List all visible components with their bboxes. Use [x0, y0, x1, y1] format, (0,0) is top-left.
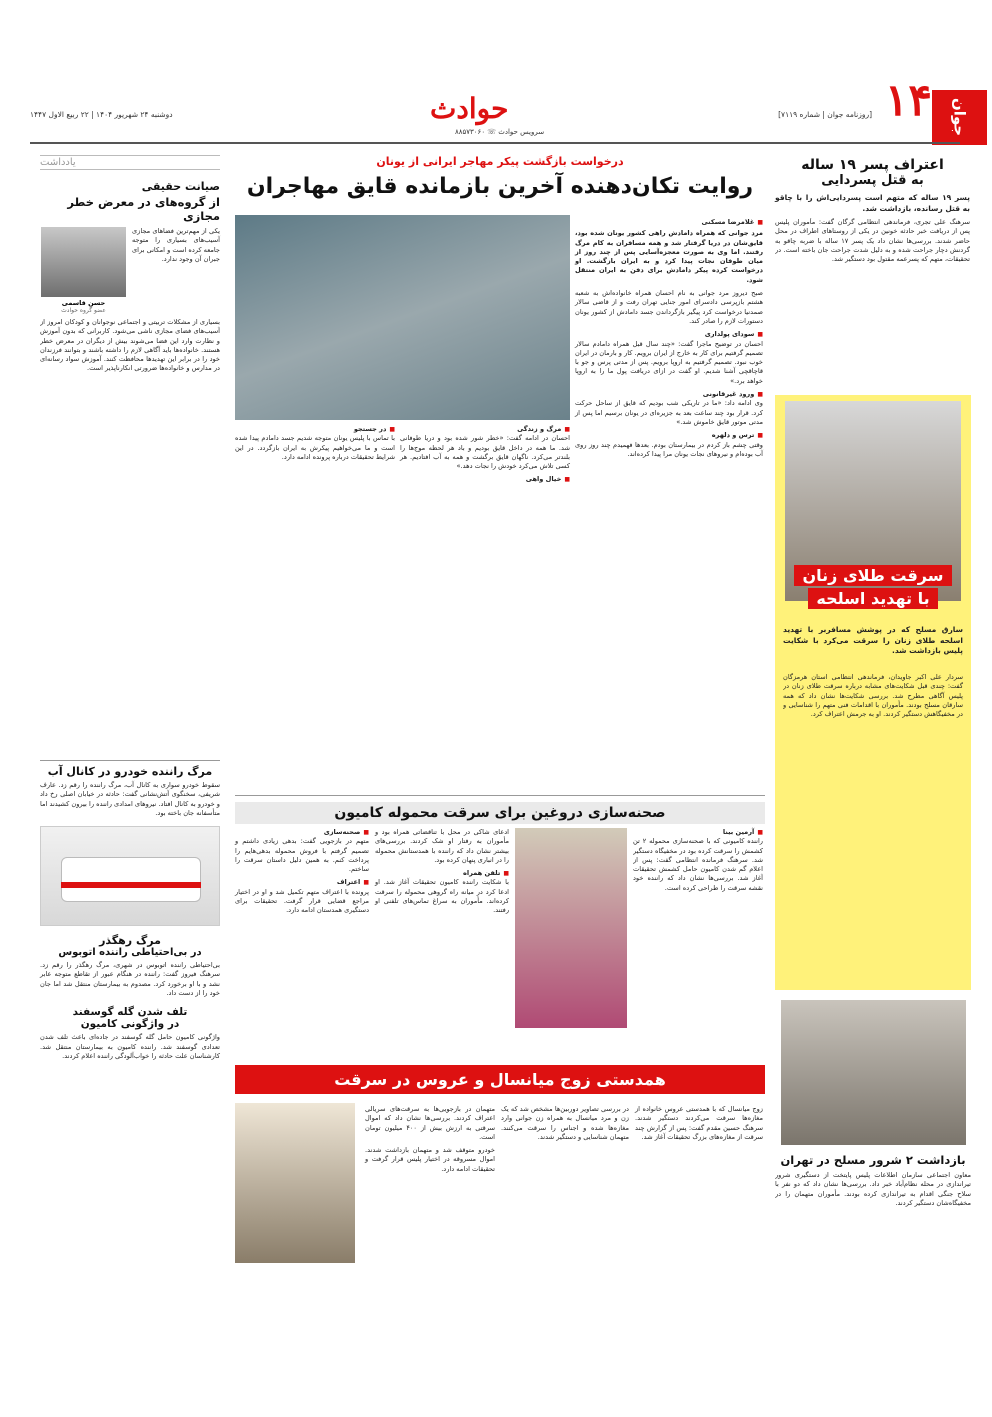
masthead-rule	[30, 142, 960, 144]
mid-body5: پرونده با اعتراف متهم تکمیل شد و او در اختیار مراجع قضایی قرار گرفت. تحقیقات برای دستگیری همدستان ادامه دارد.	[235, 887, 369, 915]
story1-title: اعتراف پسر ۱۹ ساله	[801, 157, 944, 173]
note-banner: یادداشت	[40, 155, 220, 170]
story3-body: معاون اجتماعی سازمان اطلاعات پلیس پایتخت از دستگیری شرور تیراندازی در محله نظام‌آباد خبر داد. بررسی‌ها نشان داد که دو نفر با سلاح جنگی اقدام به تیراندازی کرده بودند. مأموران متهمان را در مخفیگاه‌شان دستگیر کردند.	[775, 1171, 971, 1207]
news3-title-1: تلف شدن گله گوسفند	[72, 1006, 188, 1019]
main-col-c	[235, 425, 395, 462]
bottom-body3: متهمان در بازجویی‌ها به سرقت‌های سریالی اعتراف کردند. بررسی‌ها نشان داد که اموال سرقتی به ارزش بیش از ۴۰۰ میلیون تومان است.	[365, 1105, 495, 1141]
note-head	[40, 227, 220, 314]
story1-lead: پسر ۱۹ ساله که متهم است پسردایی‌اش را با چاقو به قتل رسانده، بازداشت شد.	[775, 193, 970, 213]
author-role: عضو گروه حوادث	[61, 307, 106, 314]
main-intro: مرد جوانی که همراه دامادش راهی کشور یونان شده بود، قایق‌شان در دریا گرفتار شد و همه مسافران به کام مرگ رفتند. اما وی به صورت معجزه‌آسایی پس از چند روز از میان طوفان نجات پیدا کرد و به ایران بازگشت. او درخواست کرده پیکر دامادش برای دفن به ایران منتقل شود.	[575, 229, 763, 284]
story2-title	[785, 565, 961, 609]
news1-body: سقوط خودرو سواری به کانال آب، مرگ راننده را رقم زد. عارف شریفی، سخنگوی آتش‌نشانی گفت: حادثه در خیابان اصلی رخ داد و خودرو به کانال افتاد. نیروهای امدادی راننده را بیرون کشیدند اما متأسفانه جان باخته بود.	[40, 781, 220, 817]
news2-title-1: مرگ رهگذر	[99, 934, 161, 948]
mid-title: صحنه‌سازی دروغین برای سرقت محموله کامیون	[235, 802, 765, 824]
story1-subtitle: به قتل پسردایی	[821, 173, 924, 188]
mid-sub1: ■ تلفن همراه	[375, 869, 509, 878]
bottom-body1: زوج میانسال که با همدستی عروس خانواده از مغازه‌ها سرقت می‌کردند دستگیر شدند. سرهنگ حسین مقدم گفت: پس از گزارش چند سرقت از مغازه‌های بزرگ تحقیقات آغاز شد.	[635, 1105, 763, 1141]
main-sub2: ■ مرگ و زندگی	[400, 425, 570, 434]
arrest-photo	[781, 1000, 966, 1145]
paper-logo: جوان	[932, 90, 987, 145]
main-col-b	[400, 425, 570, 485]
bottom-story	[235, 1065, 765, 1355]
news3-body: واژگونی کامیون حامل گله گوسفند در جاده‌ای باعث تلف شدن تعدادی گوسفند شد. راننده کامیون به بیمارستان منتقل شد. کارشناسان علت حادثه را خواب‌آلودگی راننده اعلام کردند.	[40, 1033, 220, 1060]
mid-body1: راننده کامیونی که با صحنه‌سازی محموله ۲ تن کشمش را سرقت کرده بود در مخفیگاه دستگیر شد. سرهنگ فرمانده انتظامی گفت: پس از اعلام گم شدن کامیون حامل کشمش تحقیقات آغاز شد. بررسی‌ها نشان داد که راننده خود نقشه سرقت را طراحی کرده است.	[633, 837, 763, 892]
bottom-col-a	[635, 1105, 763, 1142]
story2-body: سردار علی اکبر جاویدان، فرماندهی انتظامی استان هرمزگان گفت: چندی قبل شکایت‌های مشابه درباره سرقت طلای زنان در پلیس آگاهی مطرح شد. بررسی شکایت‌ها نشان داد که همه سارقان مسلح بودند. مأموران با اقدامات فنی متهم را شناسایی و در مخفیگاهش دستگیر کردند. او به جرمش اعتراف کرد.	[783, 673, 963, 719]
note-kicker: صیانت حقیقی	[141, 180, 220, 193]
main-sub4: ■ ترس و دلهره	[575, 431, 763, 440]
migrant-boat-photo	[235, 215, 570, 420]
bottom-col-c	[365, 1105, 495, 1174]
bottom-title: همدستی زوج میانسال و عروس در سرقت	[235, 1065, 765, 1094]
right-col	[775, 155, 970, 358]
bottom-body2: در بررسی تصاویر دوربین‌ها مشخص شد که یک زن و مرد میانسال به همراه زن جوانی وارد مغازه‌ها شده و اجناس را سرقت می‌کنند. متهمان شناسایی و دستگیر شدند.	[501, 1105, 629, 1141]
main-sub1: ■ سودای پولداری	[575, 330, 763, 339]
main-p1: صبح دیروز مرد جوانی به نام احسان همراه خانواده‌اش به شعبه هشتم بازپرسی دادسرای امور جنایی تهران رفت و از قاضی سالار صمدنیا درخواست کرد پیگیر بازگرداندن جسد دامادش از کشور یونان دستورات لازم را صادر کند.	[575, 289, 763, 325]
note-title: از گروه‌های در معرض خطر مجازی	[67, 195, 220, 223]
section-title: حوادث	[430, 92, 509, 125]
bottom-body4: خودرو متوقف شد و متهمان بازداشت شدند. اموال مسروقه در اختیار پلیس قرار گرفت و تحقیقات ادامه دارد.	[365, 1146, 495, 1173]
main-story	[235, 155, 765, 202]
mid-col-b	[375, 828, 509, 916]
mid-body2: با شکایت راننده کامیون تحقیقات آغاز شد. او ادعا کرد در میانه راه گروهی محموله را سرقت کرده‌اند. مأموران به سراغ تماس‌های تلفنی او رفتند.	[375, 878, 509, 915]
main-p2: احسان در توضیح ماجرا گفت: «چند سال قبل همراه دامادم سالار تصمیم گرفتیم برای کار به خارج از ایران برویم. کار و بارمان در ایران خوب نبود. تصمیم گرفتیم به اروپا برویم. پس از مدتی پرس و جو با قاچاقچی آشنا شدیم. او گفت در ازای دریافت پول ما را به اروپا خواهد برد.»	[575, 339, 763, 385]
mid-col-a	[633, 828, 763, 1052]
story3	[775, 1000, 971, 1371]
story2-title-line2: با تهدید اسلحه	[808, 588, 937, 609]
news1-title: مرگ راننده خودرو در کانال آب	[40, 760, 220, 778]
main-p4: وی ادامه داد: «ما در تاریکی شب بودیم که قایق از ساحل حرکت کرد. قرار بود چند ساعت بعد به جزیره‌ای در یونان برسیم اما پس از مدتی موتور قایق خاموش شد.»	[575, 399, 763, 426]
story3-title: بازداشت ۲ شرور مسلح در تهران	[780, 1153, 966, 1167]
classroom-photo	[235, 1103, 355, 1263]
issue-info: [روزنامه جوان | شماره ۷۱۱۹]	[778, 110, 872, 119]
story2-lead: سارق مسلح که در پوشش مسافربر با تهدید اسلحه طلای زنان را سرقت می‌کرد با شکایت پلیس بازداشت شد.	[783, 625, 963, 655]
main-sub3: ■ ورود غیرقانونی	[575, 390, 763, 399]
suspect-photo-2	[515, 828, 627, 1028]
masthead	[0, 0, 992, 150]
news2-body: بی‌احتیاطی راننده اتوبوس در شهری، مرگ رهگذر را رقم زد. سرهنگ فیروز گفت: راننده در هنگام عبور از تقاطع متوجه عابر نشد و با او برخورد کرد. مصدوم به بیمارستان منتقل شد اما جان خود را از دست داد.	[40, 961, 220, 998]
mid-sub2: ■ صحنه‌سازی	[235, 828, 369, 837]
main-title: روایت تکان‌دهنده آخرین بازمانده قایق مهاجران	[246, 174, 754, 199]
ambulance-stripe	[61, 882, 201, 888]
story2-title-line1: سرقت طلای زنان	[794, 565, 951, 586]
hotline: سرویس حوادث ☏ ۸۸۵۷۳۰۶۰	[455, 128, 545, 136]
author-block	[41, 227, 126, 314]
ambulance-shape	[61, 857, 201, 902]
bottom-col-b	[501, 1105, 629, 1142]
mid-author: ■ آرمین بینا	[633, 828, 763, 837]
mid-story	[235, 795, 765, 1057]
note-body: بسیاری از مشکلات تربیتی و اجتماعی نوجوانان و کودکان امروز از آسیب‌های فضای مجازی ناشی می‌شود. کاربرانی که بدون آموزش و نظارت وارد این فضا می‌شوند بیش از دیگران در معرض خطر هستند. خانواده‌ها باید آگاهی لازم را داشته باشند و بتوانند فرزندان خود را در برابر این تهدیدها محافظت کنند. آموزش سواد رسانه‌ای در مدارس و خانواده‌ها ضرورتی انکارناپذیر است.	[40, 318, 220, 373]
mid-body3: ادعای شاکی در محل با تناقضاتی همراه بود و مأموران به رفتار او شک کردند. بررسی‌های بیشتر نشان داد که راننده با همدستانش محموله را در انباری پنهان کرده بود.	[375, 828, 509, 864]
news2-title-2: در بی‌احتیاطی راننده اتوبوس	[58, 947, 202, 959]
mid-sub3: ■ اعتراف	[235, 878, 369, 887]
story2-box	[775, 395, 971, 990]
author-photo	[41, 227, 126, 297]
note-p1: یکی از مهم‌ترین فضاهای مجازی آسیب‌های بسیاری را متوجه جامعه کرده است و امکانی برای جبران آن وجود ندارد.	[132, 227, 220, 263]
left-news	[40, 760, 220, 1061]
mid-body4: متهم در بازجویی گفت: بدهی زیادی داشتم و تصمیم گرفتم با فروش محموله بدهی‌هایم را پرداخت کنم. به همین دلیل داستان سرقت را ساختم.	[235, 837, 369, 874]
news3-title-2: در واژگونی کامیون	[80, 1018, 180, 1031]
main-p6: با تماس با پلیس یونان متوجه شدیم جسد دامادم پیدا شده است و ما می‌خواهیم پیکرش به ایران بازگردد. در این شرایط تحقیقات درباره پرونده ادامه دارد.	[235, 434, 395, 461]
date: دوشنبه ۲۴ شهریور ۱۴۰۴ | ۲۲ ربیع الاول ۱۴۴۷	[30, 110, 173, 119]
main-p3: احسان در ادامه گفت: «خطر شور شده بود و دریا طوفانی شد. ما همه در داخل قایق بودیم و باد هر لحظه موج‌ها را بلندتر می‌کرد. ناگهان قایق برگشت و همه به آب افتادیم. هر کسی تلاش می‌کرد خودش را نجات دهد.»	[400, 434, 570, 471]
mid-col-c	[235, 828, 369, 916]
main-kicker: درخواست بازگشت پیکر مهاجر ایرانی از یونان	[376, 155, 624, 168]
main-col-a	[575, 218, 763, 459]
left-col	[40, 155, 220, 778]
story1-body: سرهنگ علی تجری، فرماندهی انتظامی گرگان گفت: مأموران پلیس پس از دریافت خبر حادثه خونین در یکی از روستاهای اطراف در محل حاضر شدند. بررسی‌ها نشان داد یک پسر ۱۷ ساله با ضربه چاقو به گردنش دچار جراحت شده و به دلیل شدت جراحت جان باخته است. در تحقیقات، متهم که پسرعمه مقتول بود دستگیر شد.	[775, 218, 970, 264]
main-author: ■ غلامرضا مسکنی	[575, 218, 763, 227]
main-sub6: ■ در جستجو	[235, 425, 395, 434]
page-number: ۱۴	[884, 75, 932, 126]
ambulance-photo	[40, 826, 220, 926]
main-sub5: ■ خیال واهی	[400, 475, 570, 484]
main-p5: وقتی چشم باز کردم در بیمارستان بودم. بعدها فهمیدم چند روز روی آب بوده‌ام و نیروهای نجات یونان مرا پیدا کرده‌اند.	[575, 440, 763, 458]
author-name: حسن قاسمی	[61, 299, 106, 307]
